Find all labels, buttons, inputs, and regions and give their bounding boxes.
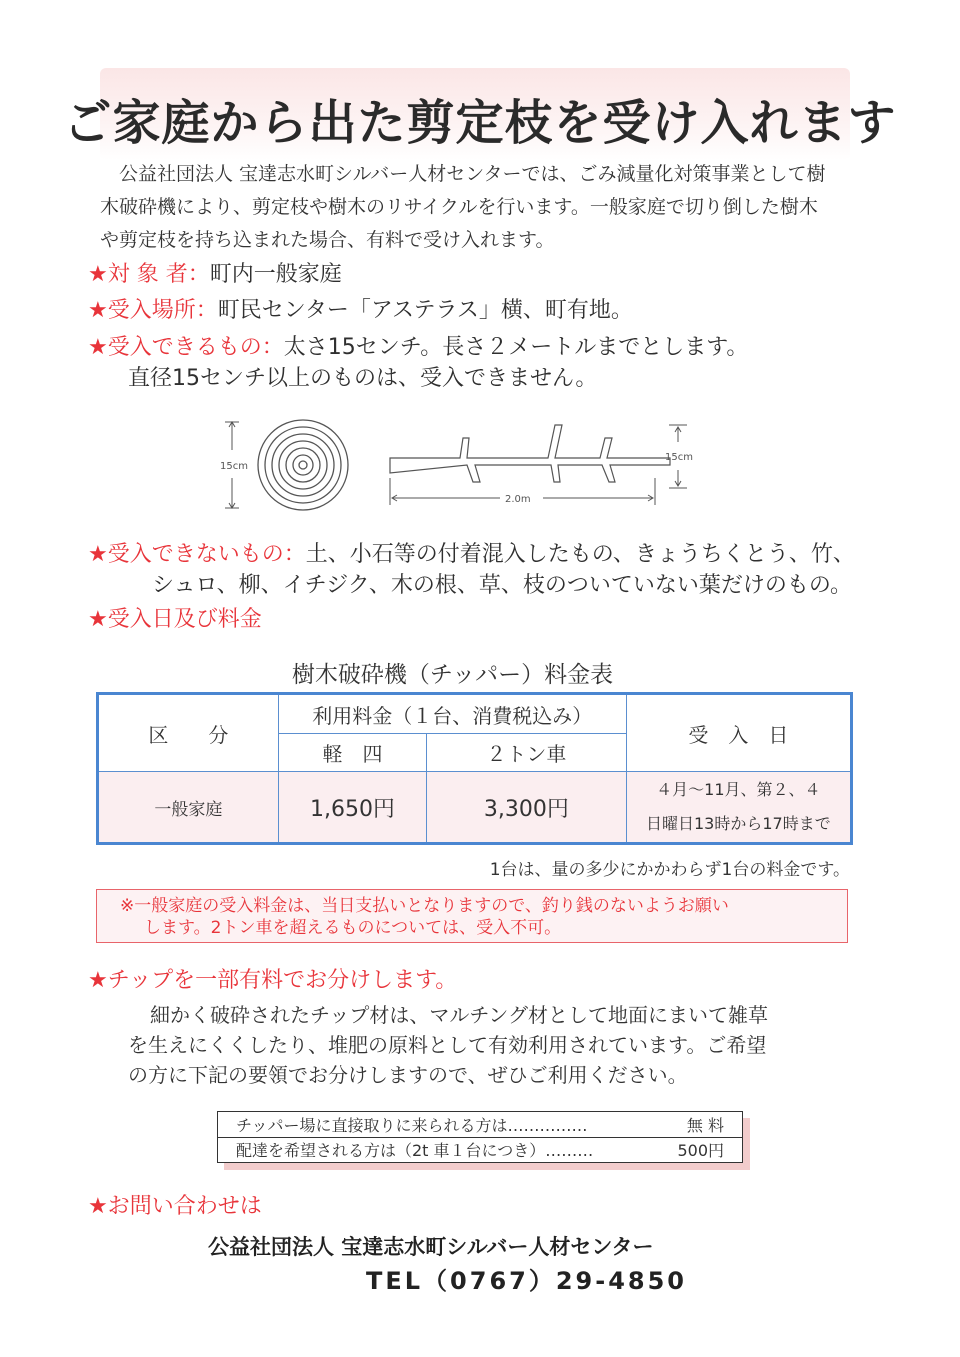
fee-note: 1台は、量の多少にかかわらず1台の料金です。: [489, 860, 850, 880]
chip-row-pickup: [218, 1112, 743, 1138]
log-cross-section-icon: [258, 420, 348, 510]
contact-tel: TEL（0767）29-4850: [366, 1267, 688, 1295]
row-day-line: 日曜日13時から17時まで: [646, 814, 831, 833]
accept-note: 直径15センチ以上のものは、受入できません。: [128, 366, 598, 391]
chip-label: [88, 966, 457, 996]
intro-line: 木破砕機により、剪定枝や樹木のリサイクルを行います。一般家庭で切り倒した樹木: [100, 196, 818, 218]
branch-icon: [390, 425, 670, 482]
accept-label: ★受入できるもの：: [88, 335, 284, 360]
reject-label: ★受入できないもの：: [88, 542, 306, 567]
warning-line: ※一般家庭の受入料金は、当日支払いとなりますので、釣り銭のないようお願い: [120, 896, 729, 916]
header-truck: ２トン車: [427, 734, 627, 772]
chip-label-text: ★チップを一部有料でお分けします。: [88, 968, 458, 993]
intro-line: や剪定枝を持ち込まれた場合、有料で受け入れます。: [100, 229, 555, 251]
row-day: [626, 772, 851, 844]
header-category: 区 分: [98, 694, 279, 772]
thickness-label: 15cm: [665, 452, 693, 463]
chip-line: を生えにくくしたり、堆肥の原料として有効利用されています。ご希望: [128, 1033, 767, 1057]
reject-value-cont: シュロ、柳、イチジク、木の根、草、枝のついていない葉だけのもの。: [152, 573, 853, 598]
warning-text: [120, 895, 840, 939]
page-title: ご家庭から出た剪定枝を受け入れます: [63, 95, 897, 151]
schedule-label-text: ★受入日及び料金: [88, 607, 262, 632]
chip-line: の方に下記の要領でお分けしますので、ぜひご利用ください。: [128, 1063, 688, 1087]
length-label: 2.0m: [505, 494, 531, 505]
target-item: [88, 260, 342, 290]
intro-paragraph: [100, 158, 860, 257]
accept-item: [88, 333, 748, 363]
chip-row-label: 配達を希望される方は（2t 車１台につき）………: [236, 1141, 594, 1161]
chip-row-label: チッパー場に直接取りに来られる方は……………: [236, 1115, 588, 1135]
chip-price-table: [217, 1111, 743, 1163]
fee-table: [96, 692, 853, 845]
row-truck-fee: 3,300円: [427, 772, 627, 844]
accept-value: 太さ15センチ。長さ２メートルまでとします。: [283, 335, 749, 360]
warning-line: します。2トン車を超えるものについては、受入不可。: [144, 918, 562, 938]
place-label: ★受入場所：: [88, 298, 218, 323]
fee-table-title: 樹木破砕機（チッパー）料金表: [291, 662, 614, 688]
chip-row-value: 500円: [677, 1141, 724, 1161]
header-kei: 軽 四: [278, 734, 426, 772]
target-value: 町内一般家庭: [209, 262, 342, 287]
row-category: 一般家庭: [98, 772, 279, 844]
reject-item: [88, 540, 855, 570]
chip-paragraph: [128, 1000, 868, 1090]
chip-row-value: 無 料: [686, 1115, 724, 1135]
intro-line: 公益社団法人 宝達志水町シルバー人材センターでは、ごみ減量化対策事業として樹: [119, 163, 826, 185]
place-value: 町民センター「アステラス」横、町有地。: [217, 298, 633, 323]
target-label: ★対 象 者：: [88, 262, 210, 287]
row-day-line: ４月～11月、第２、４: [656, 780, 821, 799]
reject-value: 土、小石等の付着混入したもの、きょうちくとう、竹、: [305, 542, 855, 567]
size-diagram: [205, 410, 705, 520]
contact-org: 公益社団法人 宝達志水町シルバー人材センター: [208, 1235, 654, 1259]
row-kei-fee: 1,650円: [278, 772, 426, 844]
diameter-label: 15cm: [220, 461, 248, 472]
header-day: 受 入 日: [626, 694, 851, 772]
contact-label: [88, 1192, 262, 1222]
place-item: [88, 296, 633, 326]
header-fee: 利用料金（１台、消費税込み）: [278, 694, 626, 734]
chip-row-delivery: [218, 1137, 743, 1163]
chip-line: 細かく破砕されたチップ材は、マルチング材として地面にまいて雑草: [150, 1003, 768, 1027]
contact-label-text: ★お問い合わせは: [88, 1194, 262, 1219]
schedule-label: [88, 605, 262, 635]
